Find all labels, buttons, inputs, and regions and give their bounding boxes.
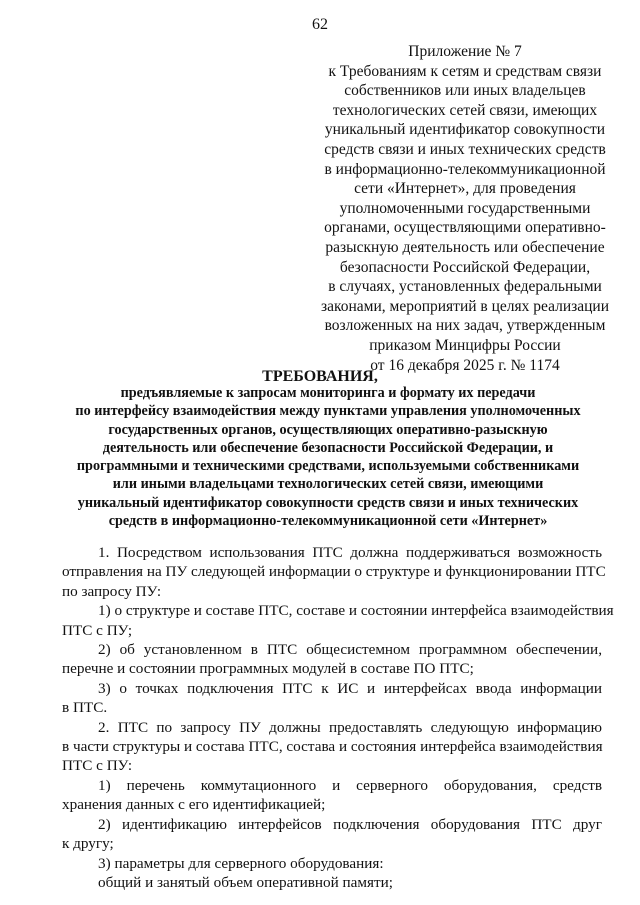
appendix-line: в информационно-телекоммуникационной — [324, 160, 606, 178]
appendix-line: средств связи и иных технических средств — [324, 140, 606, 158]
document-title: ТРЕБОВАНИЯ, — [262, 368, 378, 385]
subtitle-line: или иными владельцами технологических сетей связи, имеющими — [112, 476, 544, 493]
paragraph-2-line: 2. ПТС по запросу ПУ должны предоставлять следующую информацию — [98, 718, 602, 736]
document-subtitle — [40, 384, 616, 530]
subtitle-line: средств в информационно-телекоммуникационной сети «Интернет» — [108, 513, 548, 530]
item-1-2-line: перечне и состоянии программных модулей в составе ПО ПТС; — [62, 660, 474, 678]
appendix-line: собственников или иных владельцев — [344, 82, 586, 100]
paragraph-1-line: 1. Посредством использования ПТС должна поддерживаться возможность — [98, 544, 602, 561]
appendix-line: уполномоченными государственными — [339, 199, 591, 217]
paragraph-2-line: в части структуры и состава ПТС, состава и состояния интерфейса взаимодействия — [62, 738, 603, 756]
appendix-line: Приложение № 7 — [408, 43, 522, 60]
item-2-3-line: 3) параметры для серверного оборудования: — [98, 854, 384, 872]
item-2-2-line: 2) идентификацию интерфейсов подключения оборудования ПТС друг — [98, 815, 602, 833]
item-1-3-line: 3) о точках подключения ПТС к ИС и интерфейсах ввода информации — [98, 679, 602, 697]
appendix-line: безопасности Российской Федерации, — [339, 258, 591, 276]
item-1-2-line: 2) об установленном в ПТС общесистемном программном обеспечении, — [98, 641, 602, 659]
appendix-block — [312, 42, 618, 375]
item-1-3-line: в ПТС. — [62, 699, 108, 717]
subtitle-line: уникальный идентификатор совокупности средств связи и иных технических — [77, 494, 579, 511]
appendix-line: технологических сетей связи, имеющих — [332, 101, 598, 119]
paragraph-2-line: ПТС с ПУ: — [62, 757, 133, 775]
item-2-2-line: к другу; — [62, 835, 114, 853]
appendix-line: сети «Интернет», для проведения — [354, 180, 576, 198]
appendix-line: от 16 декабря 2025 г. № 1174 — [370, 356, 560, 374]
item-2-1-line: хранения данных с его идентификацией; — [62, 796, 326, 814]
appendix-line: в случаях, установленных федеральными — [328, 278, 602, 296]
item-1-1-line: 1) о структуре и составе ПТС, составе и состоянии интерфейса взаимодействия — [98, 602, 614, 620]
item-1-1-line: ПТС с ПУ; — [62, 621, 133, 639]
appendix-line: приказом Минцифры России — [369, 336, 561, 354]
subtitle-line: предъявляемые к запросам мониторинга и формату их передачи — [120, 385, 536, 401]
item-2-3-subline: общий и занятый объем оперативной памяти; — [98, 873, 393, 891]
appendix-line: законами, мероприятий в целях реализации — [320, 297, 610, 315]
document-body — [62, 543, 614, 892]
item-2-1-line: 1) перечень коммутационного и серверного оборудования, средств — [98, 776, 602, 794]
appendix-line: возложенных на них задач, утвержденным — [324, 317, 606, 335]
subtitle-line: деятельность или обеспечение безопасности Российской Федерации, и — [102, 439, 554, 456]
appendix-line: органами, осуществляющими оперативно- — [324, 219, 606, 237]
paragraph-1-line: отправления на ПУ следующей информации о структуре и функционировании ПТС — [62, 563, 606, 581]
appendix-line: разыскную деятельность или обеспечение — [325, 238, 605, 256]
appendix-line: к Требованиям к сетям и средствам связи — [328, 62, 602, 80]
paragraph-1-line: по запросу ПУ: — [62, 582, 162, 600]
subtitle-line: программными и техническими средствами, используемыми собственниками — [76, 458, 580, 475]
subtitle-line: по интерфейсу взаимодействия между пунктами управления уполномоченных — [75, 403, 581, 420]
subtitle-line: государственных органов, осуществляющих оперативно-разыскную — [108, 421, 548, 438]
appendix-line: уникальный идентификатор совокупности — [324, 121, 606, 139]
page-number: 62 — [312, 16, 328, 33]
